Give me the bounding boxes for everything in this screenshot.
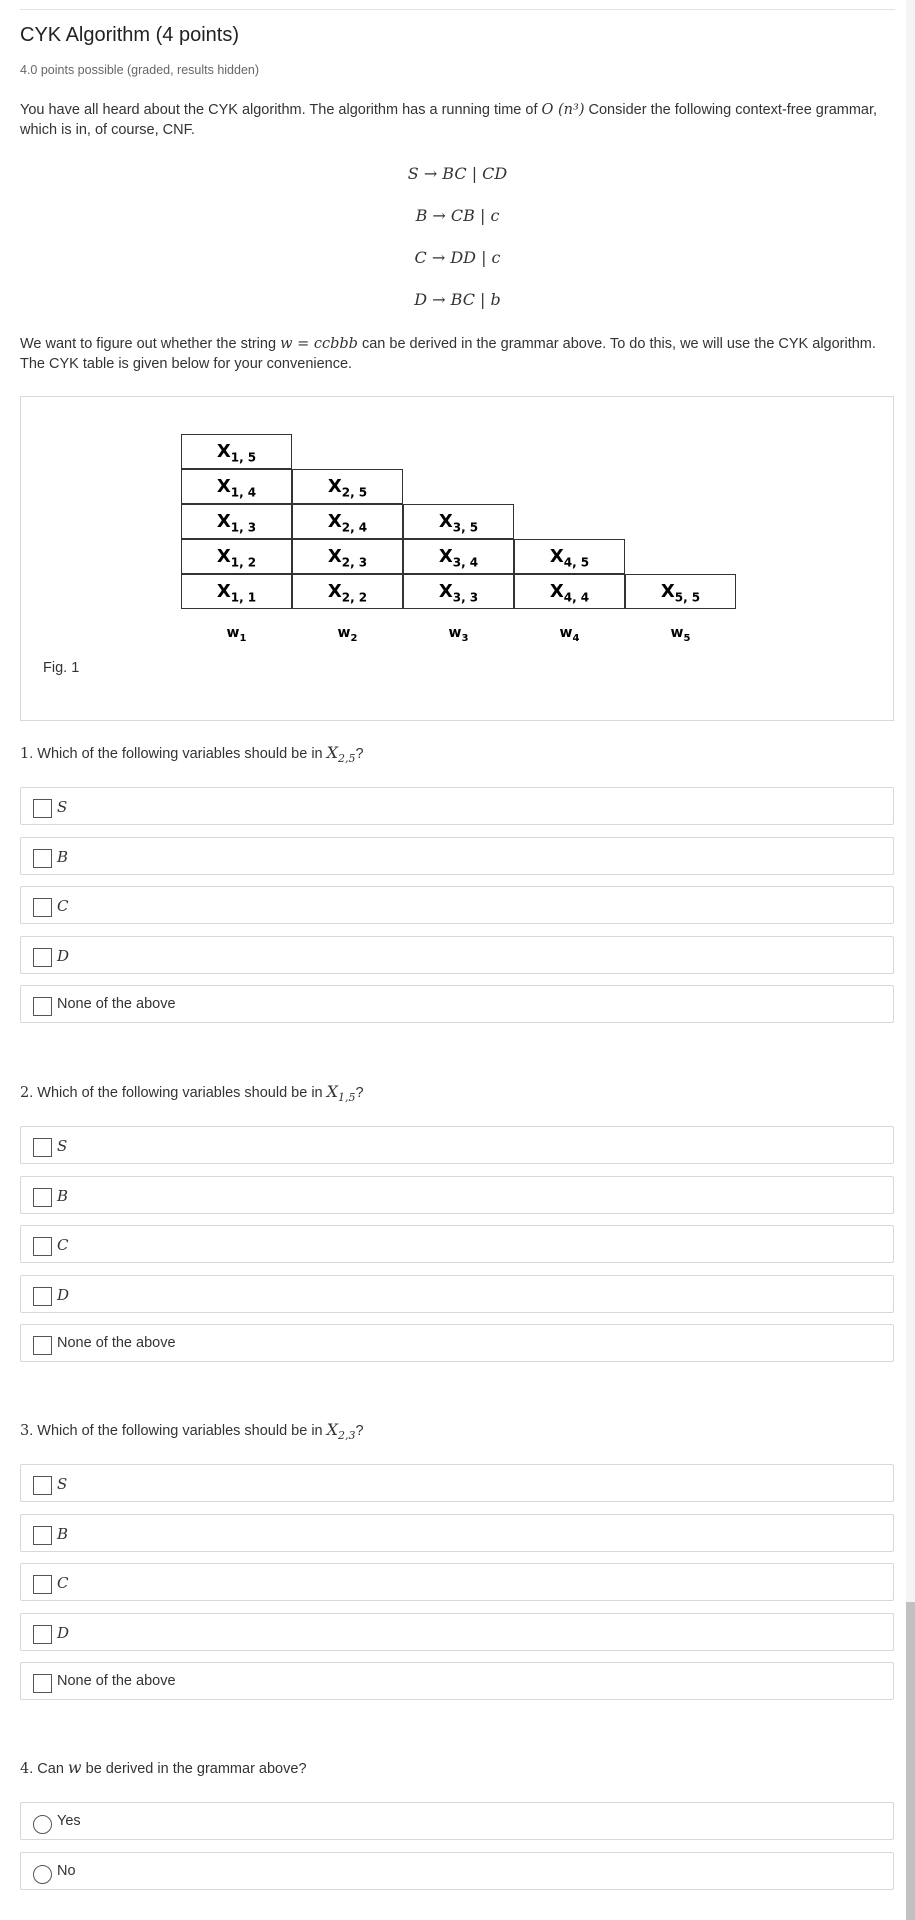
cyk-cell: $X_{1, 5}$ — [181, 434, 292, 469]
option-label: D — [57, 1624, 70, 1642]
option-label: C — [57, 897, 69, 915]
top-divider — [20, 9, 895, 10]
checkbox[interactable] — [33, 948, 52, 967]
intro-text-after: Consider the following context-free grammar, which is in, of course, CNF. — [20, 102, 878, 138]
checkbox[interactable] — [33, 1476, 52, 1495]
option-label: None of the above — [57, 996, 176, 1012]
option-label: B — [57, 848, 69, 866]
question-3-prompt: 3. Which of the following variables should be in $X_{2,3}$? — [20, 1420, 364, 1443]
grammar-rule-s: S → BC | CD — [407, 164, 508, 183]
scrollbar-track[interactable] — [906, 0, 915, 1920]
word-label: $w_2$ — [337, 625, 358, 644]
radio-button[interactable] — [33, 1865, 52, 1884]
question-3-option[interactable] — [20, 1464, 894, 1502]
string-paragraph — [20, 334, 895, 374]
question-2-option[interactable] — [20, 1176, 894, 1214]
word-label: $w_3$ — [448, 625, 469, 644]
intro-text-before: You have all heard about the CYK algorithm. The algorithm has a running time of — [20, 102, 542, 118]
option-label: C — [57, 1574, 69, 1592]
grammar-rule-b: B → CB | c — [415, 206, 500, 225]
cyk-cell: $X_{1, 3}$ — [181, 504, 292, 539]
option-label: D — [57, 1286, 70, 1304]
option-label: S — [57, 1475, 68, 1493]
scrollbar-thumb[interactable] — [906, 1602, 915, 1920]
checkbox[interactable] — [33, 898, 52, 917]
cyk-cell: $X_{2, 3}$ — [292, 539, 403, 574]
checkbox[interactable] — [33, 1625, 52, 1644]
word-label: $w_5$ — [670, 625, 691, 644]
radio-button[interactable] — [33, 1815, 52, 1834]
word-label: $w_4$ — [559, 625, 580, 644]
checkbox[interactable] — [33, 849, 52, 868]
question-1-option[interactable] — [20, 985, 894, 1023]
question-2-option[interactable] — [20, 1324, 894, 1362]
problem-title: CYK Algorithm (4 points) — [20, 24, 239, 46]
question-2-prompt: 2. Which of the following variables should be in $X_{1,5}$? — [20, 1082, 364, 1105]
question-3-option[interactable] — [20, 1514, 894, 1552]
option-label: S — [57, 798, 68, 816]
checkbox[interactable] — [33, 799, 52, 818]
checkbox[interactable] — [33, 1188, 52, 1207]
question-3-option[interactable] — [20, 1613, 894, 1651]
option-label: None of the above — [57, 1673, 176, 1689]
complexity-expression: O (n³) — [541, 102, 585, 118]
question-4-option[interactable] — [20, 1852, 894, 1890]
question-3-option[interactable] — [20, 1662, 894, 1700]
intro-paragraph — [20, 100, 895, 140]
cyk-cell: $X_{1, 2}$ — [181, 539, 292, 574]
cyk-cell: $X_{2, 5}$ — [292, 469, 403, 504]
question-1-option[interactable] — [20, 936, 894, 974]
checkbox[interactable] — [33, 1336, 52, 1355]
question-1-option[interactable] — [20, 837, 894, 875]
option-label: S — [57, 1137, 68, 1155]
checkbox[interactable] — [33, 1575, 52, 1594]
question-1-option[interactable] — [20, 787, 894, 825]
checkbox[interactable] — [33, 1674, 52, 1693]
word-label: $w_1$ — [226, 625, 247, 644]
question-4-prompt: 4. Can w be derived in the grammar above? — [20, 1758, 307, 1777]
cyk-cell: $X_{1, 1}$ — [181, 574, 292, 609]
option-label: None of the above — [57, 1335, 176, 1351]
option-label: D — [57, 947, 70, 965]
option-label: C — [57, 1236, 69, 1254]
option-label: B — [57, 1187, 69, 1205]
question-3-option[interactable] — [20, 1563, 894, 1601]
question-2-option[interactable] — [20, 1225, 894, 1263]
option-label: Yes — [57, 1813, 81, 1829]
question-4-option[interactable] — [20, 1802, 894, 1840]
cyk-cell: $X_{3, 4}$ — [403, 539, 514, 574]
question-2-option[interactable] — [20, 1126, 894, 1164]
checkbox[interactable] — [33, 1138, 52, 1157]
question-1-option[interactable] — [20, 886, 894, 924]
cyk-table-figure — [20, 396, 894, 721]
cyk-cell: $X_{3, 5}$ — [403, 504, 514, 539]
question-2-option[interactable] — [20, 1275, 894, 1313]
checkbox[interactable] — [33, 1287, 52, 1306]
checkbox[interactable] — [33, 997, 52, 1016]
figure-caption: Fig. 1 — [43, 660, 80, 676]
cyk-cell: $X_{3, 3}$ — [403, 574, 514, 609]
cyk-cell: $X_{2, 4}$ — [292, 504, 403, 539]
checkbox[interactable] — [33, 1526, 52, 1545]
cyk-cell: $X_{4, 5}$ — [514, 539, 625, 574]
question-1-prompt: 1. Which of the following variables should be in $X_{2,5}$? — [20, 743, 364, 766]
intro2-text-after: can be derived in the grammar above. To do this, we will use the CYK algorithm. The CYK table is given below for your convenience. — [20, 336, 876, 372]
checkbox[interactable] — [33, 1237, 52, 1256]
intro2-text-before: We want to figure out whether the string — [20, 336, 281, 352]
string-expression: w = ccbbb — [280, 336, 358, 352]
grammar-rule-d: D → BC | b — [414, 290, 501, 309]
cyk-cell: $X_{4, 4}$ — [514, 574, 625, 609]
option-label: B — [57, 1525, 69, 1543]
cyk-cell: $X_{5, 5}$ — [625, 574, 736, 609]
grammar-rule-c: C → DD | c — [414, 248, 501, 267]
points-subtitle: 4.0 points possible (graded, results hidden) — [20, 63, 260, 77]
cyk-cell: $X_{1, 4}$ — [181, 469, 292, 504]
cyk-cell: $X_{2, 2}$ — [292, 574, 403, 609]
option-label: No — [57, 1863, 76, 1879]
